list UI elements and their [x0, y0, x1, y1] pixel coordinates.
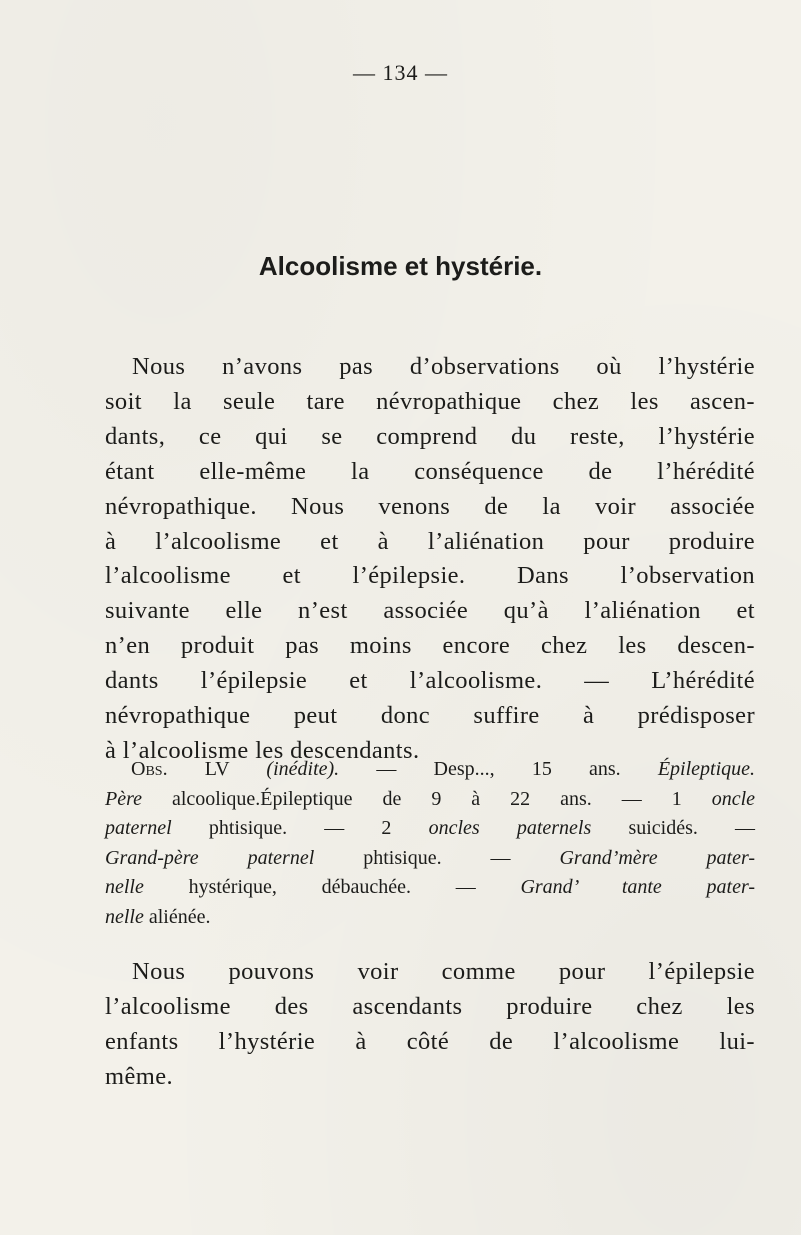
page-number: — 134 —	[353, 60, 448, 85]
obs-line	[105, 755, 755, 785]
obs-italic: Épileptique.	[657, 758, 756, 780]
text-line: névropathique. Nous venons de la voir associée	[105, 492, 755, 520]
obs-label: Obs.	[131, 758, 168, 780]
obs-italic: oncle	[711, 787, 756, 810]
obs-italic: nelle	[105, 876, 144, 899]
text-line: Nous pouvons voir comme pour l’épilepsie	[132, 958, 755, 985]
obs-text: phtisique. — 2	[208, 817, 392, 840]
text-line: soit la seule tare névropathique chez les ascen-	[105, 387, 755, 415]
text-line: l’alcoolisme des ascendants produire chez les	[105, 992, 755, 1020]
obs-text: alcoolique.Épileptique de 9 à 22 ans. — 1	[172, 787, 682, 810]
text-line: suivante elle n’est associée qu’à l’aliénation et	[105, 597, 755, 625]
observation-block	[105, 755, 755, 933]
obs-italic: Grand’mère pater-	[559, 846, 756, 869]
obs-line	[105, 903, 755, 933]
text-line: étant elle-même la conséquence de l’hérédité	[105, 457, 755, 485]
obs-italic: Grand’ tante pater-	[520, 876, 756, 899]
obs-text: — Desp..., 15 ans.	[376, 758, 621, 780]
text-line: enfants l’hystérie à côté de l’alcoolisme lui-	[105, 1027, 755, 1055]
obs-line	[105, 814, 755, 844]
text-line: à l’alcoolisme et à l’aliénation pour produire	[105, 527, 755, 555]
obs-inedite: (inédite).	[266, 758, 340, 780]
text-line: Nous n’avons pas d’observations où l’hystérie	[132, 353, 755, 380]
text-line: même.	[105, 1062, 173, 1090]
obs-italic: paternel	[105, 817, 172, 840]
obs-line	[105, 785, 755, 815]
obs-number: LV	[204, 758, 230, 780]
obs-italic: Grand-père paternel	[105, 846, 315, 869]
obs-text: phtisique. —	[363, 846, 511, 869]
text-line: l’alcoolisme et l’épilepsie. Dans l’observation	[105, 562, 755, 590]
obs-text: hystérique, débauchée. —	[188, 876, 476, 899]
section-heading: Alcoolisme et hystérie.	[258, 251, 543, 281]
obs-text: aliénée.	[148, 905, 211, 928]
text-line: dants l’épilepsie et l’alcoolisme. — L’hérédité	[105, 667, 755, 695]
text-line: n’en produit pas moins encore chez les descen-	[105, 632, 755, 660]
text-line: à l’alcoolisme les descendants.	[105, 736, 420, 764]
obs-italic: oncles paternels	[428, 817, 592, 840]
obs-italic: nelle	[105, 905, 144, 928]
obs-line	[105, 873, 755, 903]
obs-italic: Père	[105, 787, 143, 810]
text-line: dants, ce qui se comprend du reste, l’hystérie	[105, 422, 755, 450]
paragraph-conclusion	[105, 955, 755, 1095]
obs-text: suicidés. —	[628, 817, 756, 840]
obs-line	[105, 844, 755, 874]
paragraph-intro	[105, 350, 755, 769]
text-line: névropathique peut donc suffire à prédisposer	[105, 702, 755, 730]
